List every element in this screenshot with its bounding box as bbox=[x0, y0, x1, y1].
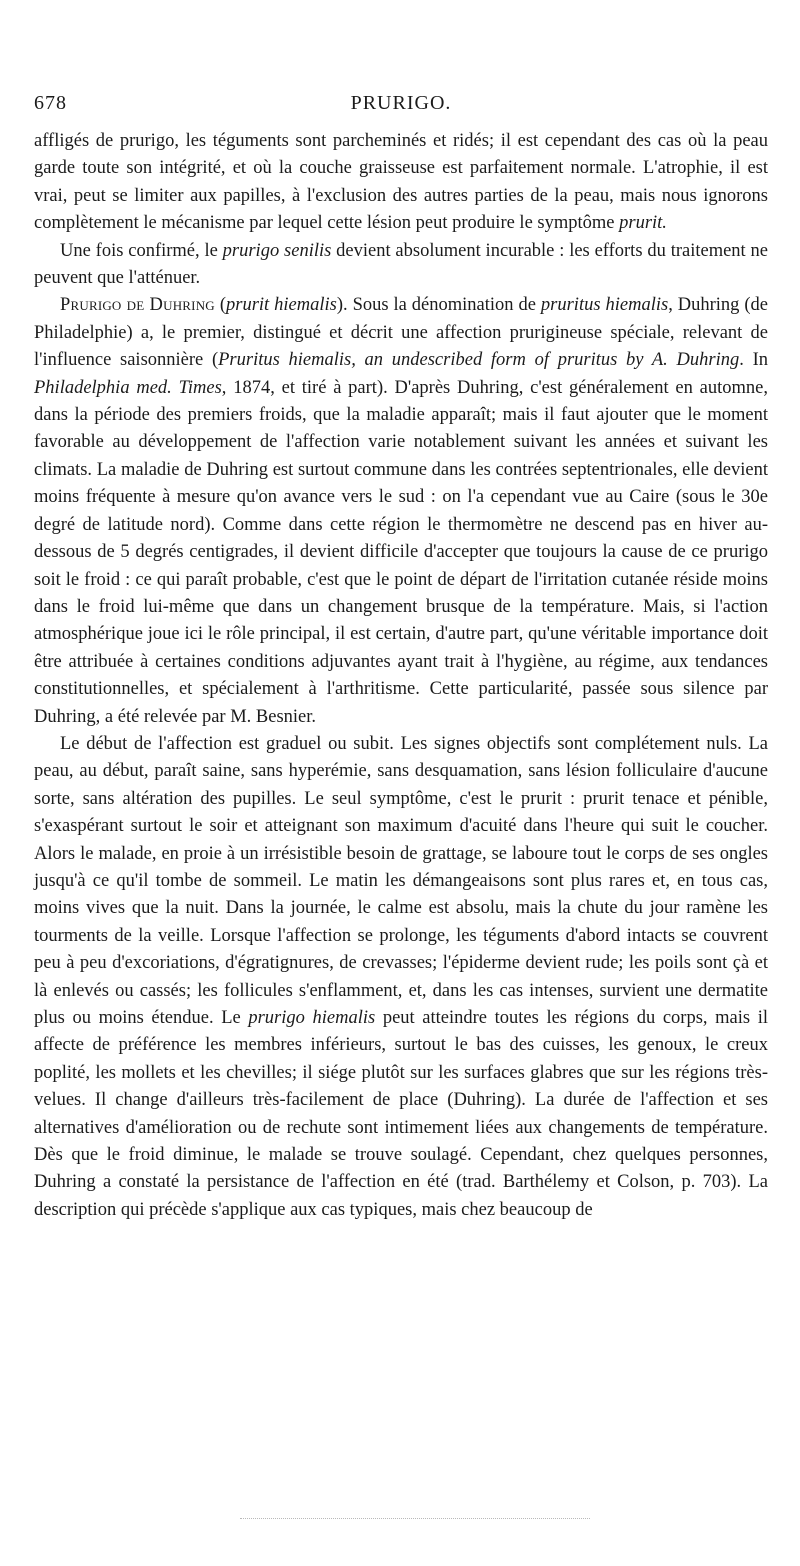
text-run: , Duhring (de Philadelphie) a, le premier, distingué et décrit une affection prurigineuse spéciale, relevant de l'influence saisonnière ( bbox=[34, 295, 768, 371]
text-run: affligés de prurigo, les téguments sont parcheminés et ridés; il est cependant des cas où la peau garde toute son intégrité, et où la couche graisseuse est parfaitement normale. L'atrophie, il est vrai, peut se limiter aux papilles, à l'exclusion des autres parties de la peau, mais nous ignorons complètement le mécanisme par lequel cette lésion peut produire le symptôme bbox=[34, 131, 768, 234]
italic-text: prurit hiemalis bbox=[226, 295, 337, 316]
text-run: devient absolument incurable : les efforts du traitement ne peuvent que l'atténuer. bbox=[34, 240, 768, 289]
text-run: ( bbox=[214, 295, 226, 316]
body-text bbox=[34, 128, 768, 1224]
paragraph-p3 bbox=[34, 292, 768, 731]
running-title: PRURIGO. bbox=[350, 92, 452, 114]
italic-text: pruritus hiemalis bbox=[540, 295, 669, 316]
text-run: Une fois confirmé, le bbox=[60, 240, 223, 261]
small-caps-heading: Prurigo de Duhring bbox=[60, 295, 215, 316]
running-header bbox=[34, 92, 768, 122]
italic-text: prurigo senilis bbox=[222, 240, 332, 261]
italic-text: prurit. bbox=[619, 213, 667, 234]
book-page bbox=[34, 92, 768, 1224]
paragraph-p1 bbox=[34, 128, 768, 238]
italic-text: Pruritus hiemalis, an undescribed form of pruritus by A. Duhring bbox=[218, 350, 740, 371]
text-run: . In bbox=[739, 350, 768, 371]
text-run: ). Sous la dénomination de bbox=[336, 295, 541, 316]
page-number: 678 bbox=[34, 92, 67, 114]
paragraph-p2 bbox=[34, 238, 768, 293]
text-run: peut atteindre toutes les régions du corps, mais il affecte de préférence les membres inférieurs, surtout le bas des cuisses, les genoux, le creux poplité, les mollets et les chevilles; il siége plutôt sur les surfaces glabres que sur les régions très-velues. Il change d'ailleurs très-facilement de place (Duhring). La durée de l'affection et ses alternatives d'amélioration ou de rechute sont intimement liées aux changements de température. Dès que le froid diminue, le malade se trouve soulagé. Cependant, chez quelques personnes, Duhring a constaté la persistance de l'affection en été (trad. Barthélemy et Colson, p. 703). La description qui précède s'applique aux cas typiques, mais chez beaucoup de bbox=[34, 1008, 768, 1220]
bottom-dotted-rule bbox=[240, 1518, 590, 1520]
text-run: Le début de l'affection est graduel ou subit. Les signes objectifs sont complétement nuls. La peau, au début, paraît saine, sans hyperémie, sans desquamation, sans lésion folliculaire d'aucune sorte, sans altération des pupilles. Le seul symptôme, c'est le prurit : prurit tenace et pénible, s'exaspérant surtout le soir et atteignant son maximum d'acuité dans l'heure qui suit le coucher. Alors le malade, en proie à un irrésistible besoin de grattage, se laboure tout le corps de ses ongles jusqu'à ce qu'il tombe de sommeil. Le matin les démangeaisons sont plus rares et, en tous cas, moins vives que la nuit. Dans la journée, le calme est absolu, mais la chute du jour ramène les tourments de la veille. Lorsque l'affection se prolonge, les téguments d'abord intacts se couvrent peu à peu d'excoriations, d'égratignures, de crevasses; l'épiderme devient rude; les poils sont çà et là enlevés ou cassés; les follicules s'enflamment, et, dans les cas intenses, survient une dermatite plus ou moins étendue. Le bbox=[34, 733, 768, 1028]
paragraph-p4 bbox=[34, 731, 768, 1224]
italic-text: Philadelphia med. Times bbox=[34, 377, 222, 398]
italic-text: prurigo hiemalis bbox=[248, 1008, 376, 1028]
text-run: , 1874, et tiré à part). D'après Duhring, c'est généralement en automne, dans la période des premiers froids, que la maladie apparaît; mais il faut ajouter que le moment favorable au développement de l'affection varie notablement suivant les années et suivant les climats. La maladie de Duhring est surtout commune dans les contrées septentrionales, elle devient moins fréquente à mesure qu'on avance vers le sud : on l'a cependant vue au Caire (sous le 30e degré de latitude nord). Comme dans cette région le thermomètre ne descend pas en hiver au-dessous de 5 degrés centigrades, il devient difficile d'accepter que toujours la cause de ce prurigo soit le froid : ce qui paraît probable, c'est que le point de départ de l'irritation cutanée réside moins dans le froid lui-même que dans un changement brusque de la température. Mais, si l'action atmosphérique joue ici le rôle principal, il est certain, d'autre part, qu'une véritable importance doit être attribuée à certaines conditions adjuvantes ayant trait à l'hygiène, au régime, aux tendances constitutionnelles, et spécialement à l'arthritisme. Cette particularité, passée sous silence par Duhring, a été relevée par M. Besnier. bbox=[34, 377, 768, 727]
